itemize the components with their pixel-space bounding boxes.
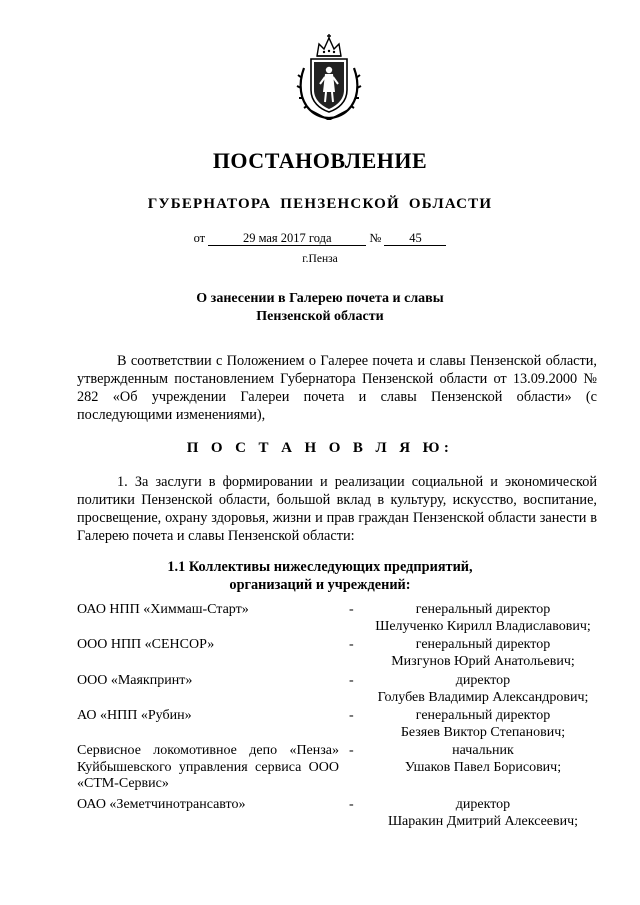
document-city: г.Пенза <box>302 253 338 265</box>
entry-organization: ООО «Маякпринт» <box>77 673 193 688</box>
entry-name: Мизгунов Юрий Анатольевич; <box>391 653 575 669</box>
section-1-1-heading <box>0 558 640 594</box>
entry-organization: ОАО НПП «Химмаш-Старт» <box>77 602 249 617</box>
entry-organization: ООО НПП «СЕНСОР» <box>77 637 215 652</box>
document-number: 45 <box>384 232 446 246</box>
entry-position: директор <box>455 797 511 812</box>
entry-organization: АО «НПП «Рубин» <box>77 708 192 723</box>
subject-line: О занесении в Галерею почета и славы <box>196 291 444 306</box>
entry-dash: - <box>349 797 354 812</box>
entry-name: Шелученко Кирилл Владиславович; <box>375 618 591 634</box>
entry-dash: - <box>349 602 354 617</box>
clause-1-paragraph: 1. За заслуги в формировании и реализации социальной и экономической политики Пензенской области, большой вклад в культуру, искусство, воспитание, просвещение, охрану здоровья, жизни и прав граждан Пензенской области занести в Галерею почета и славы Пензенской области: <box>77 474 597 544</box>
entry-name: Голубев Владимир Александрович; <box>377 689 589 705</box>
date-prefix: от <box>193 231 206 245</box>
entry-organization: ОАО «Земетчинотрансавто» <box>77 797 246 812</box>
number-prefix: № <box>369 231 382 245</box>
preamble-paragraph: В соответствии с Положением о Галерее почета и славы Пензенской области, утвержденным постановлением Губернатора Пензенской области от 13.09.2000 № 282 «Об учреждении Галереи почета и славы Пензенской области» (с последующими изменениями), <box>77 353 597 423</box>
entry-position: начальник <box>452 743 514 758</box>
entry-position: генеральный директор <box>415 602 551 617</box>
document-subtitle: ГУБЕРНАТОРА ПЕНЗЕНСКОЙ ОБЛАСТИ <box>147 196 493 212</box>
document-subject <box>0 290 640 326</box>
entry-position: генеральный директор <box>415 708 551 723</box>
section-heading-line: 1.1 Коллективы нижеследующих предприятий, <box>167 559 473 575</box>
entry-position: генеральный директор <box>415 637 551 652</box>
entry-dash: - <box>349 673 354 688</box>
coat-of-arms-emblem <box>296 34 362 120</box>
entry-dash: - <box>349 708 354 723</box>
document-title: ПОСТАНОВЛЕНИЕ <box>212 148 428 173</box>
document-date: 29 мая 2017 года <box>208 232 366 246</box>
entry-position: директор <box>455 673 511 688</box>
entry-dash: - <box>349 743 354 758</box>
subject-line: Пензенской области <box>256 309 384 324</box>
section-heading-line: организаций и учреждений: <box>229 577 411 593</box>
entry-name: Шаракин Дмитрий Алексеевич; <box>387 813 579 829</box>
decree-heading: П О С Т А Н О В Л Я Ю: <box>186 440 454 456</box>
entry-name: Безяев Виктор Степанович; <box>400 724 566 740</box>
entry-name: Ушаков Павел Борисович; <box>404 759 562 775</box>
date-number-line <box>0 231 640 246</box>
entry-organization: Сервисное локомотивное депо «Пенза» Куйбышевского управления сервиса ООО «СТМ-Сервис» <box>77 743 339 791</box>
entry-dash: - <box>349 637 354 652</box>
